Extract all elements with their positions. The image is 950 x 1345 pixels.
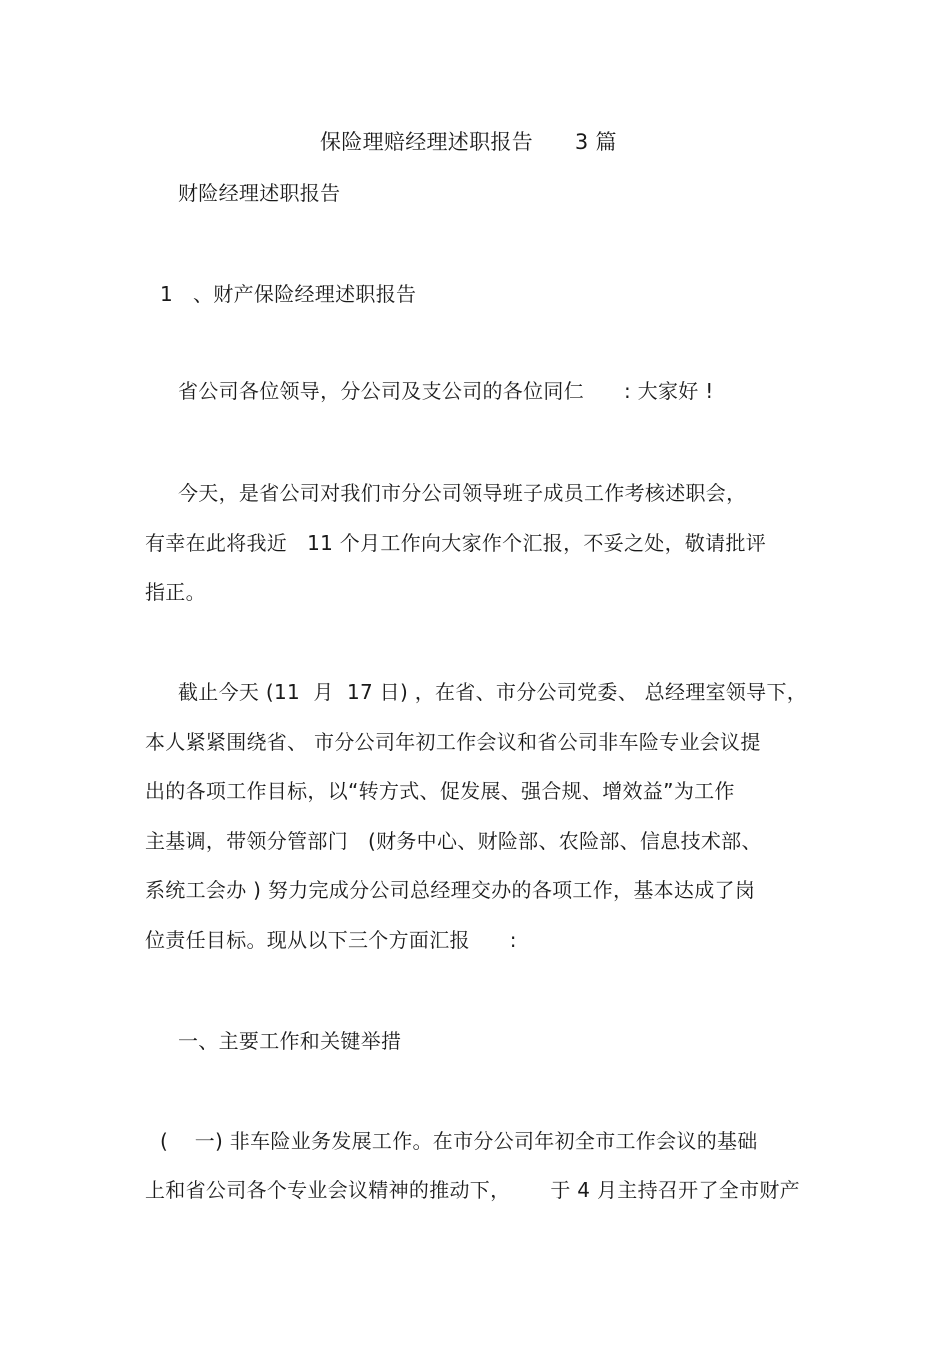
- greeting-line: 省公司各位领导，分公司及支公司的各位同仁 : 大家好 !: [178, 379, 714, 403]
- paragraph-line: 有幸在此将我近 11 个月工作向大家作个汇报，不妥之处，敬请批评: [145, 531, 767, 555]
- document-subtitle: 财险经理述职报告: [178, 181, 341, 205]
- paragraph-line: 指正。: [145, 580, 206, 604]
- paragraph-line: ( 一) 非车险业务发展工作。在市分公司年初全市工作会议的基础: [160, 1129, 758, 1153]
- paragraph-line: 今天，是省公司对我们市分公司领导班子成员工作考核述职会，: [178, 481, 747, 505]
- paragraph-line: 主基调，带领分管部门 (财务中心、财险部、农险部、信息技术部、: [145, 829, 762, 853]
- paragraph-line: 位责任目标。现从以下三个方面汇报 :: [145, 928, 517, 952]
- paragraph-line: 系统工会办 ) 努力完成分公司总经理交办的各项工作，基本达成了岗: [145, 878, 756, 902]
- section-heading: 1 、财产保险经理述职报告: [160, 282, 417, 306]
- paragraph-line: 出的各项工作目标，以“转方式、促发展、强合规、增效益”为工作: [145, 779, 735, 803]
- paragraph-line: 本人紧紧围绕省、 市分公司年初工作会议和省公司非车险专业会议提: [145, 730, 761, 754]
- heading-one: 一、主要工作和关键举措: [178, 1029, 402, 1053]
- paragraph-line: 截止今天 (11 月 17 日) ，在省、市分公司党委、 总经理室领导下，: [178, 680, 808, 704]
- paragraph-line: 上和省公司各个专业会议精神的推动下， 于 4 月主持召开了全市财产: [145, 1178, 800, 1202]
- document-title: 保险理赔经理述职报告 3 篇: [320, 130, 617, 154]
